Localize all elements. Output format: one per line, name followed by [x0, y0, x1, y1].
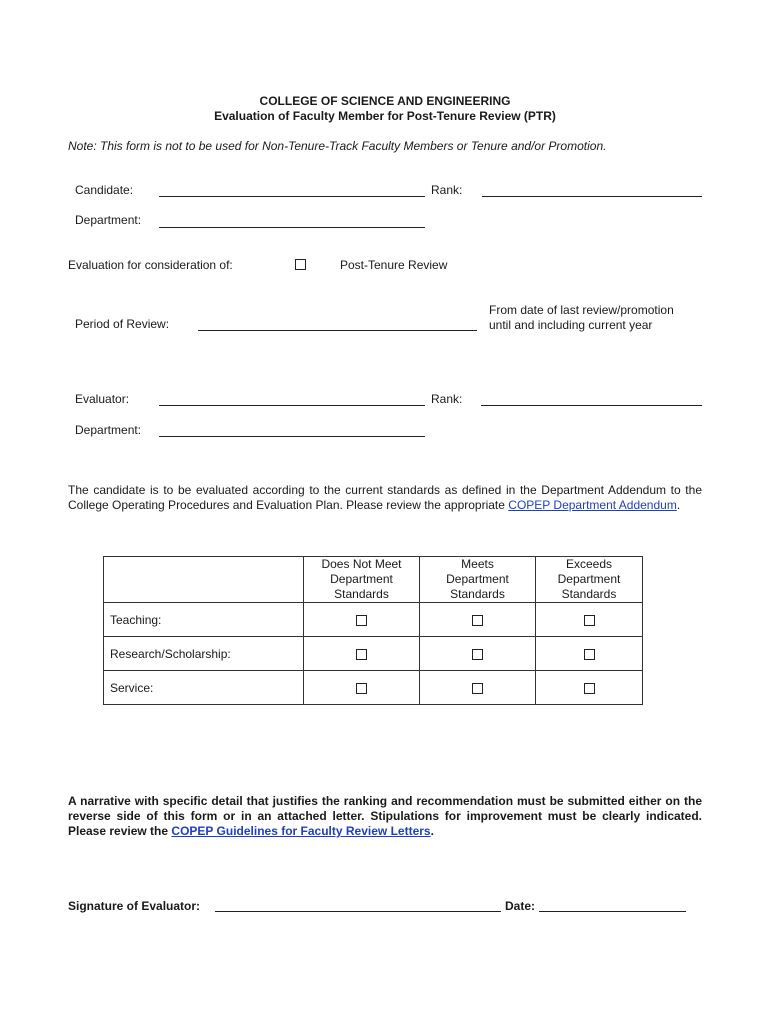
copep-guidelines-link[interactable]: COPEP Guidelines for Faculty Review Letters — [171, 824, 431, 838]
candidate-label: Candidate: — [75, 183, 134, 197]
table-header-blank — [104, 557, 304, 603]
table-row — [104, 637, 643, 671]
teaching-exceeds-checkbox[interactable] — [584, 615, 595, 626]
table-header-row — [104, 557, 643, 603]
evaluator-department-field[interactable] — [159, 436, 425, 437]
teaching-meets-checkbox[interactable] — [472, 615, 483, 626]
period-label: Period of Review: — [75, 317, 170, 331]
college-heading: COLLEGE OF SCIENCE AND ENGINEERING — [259, 94, 511, 108]
form-note: Note: This form is not to be used for Non-Tenure-Track Faculty Members or Tenure and/or Promotion. — [68, 139, 607, 153]
date-field[interactable] — [539, 911, 686, 912]
service-does-not-meet-checkbox[interactable] — [356, 683, 367, 694]
post-tenure-review-checkbox[interactable] — [295, 259, 306, 270]
narrative-end: . — [430, 824, 434, 838]
research-does-not-meet-checkbox[interactable] — [356, 649, 367, 660]
table-row — [104, 671, 643, 705]
evaluator-rank-label: Rank: — [431, 392, 463, 406]
evaluation-label: Evaluation for consideration of: — [68, 258, 233, 272]
candidate-rank-field[interactable] — [482, 196, 702, 197]
evaluator-field[interactable] — [159, 405, 425, 406]
column-header-meets: Meets Department Standards — [420, 557, 536, 603]
copep-department-addendum-link[interactable]: COPEP Department Addendum — [508, 498, 677, 512]
column-header-exceeds: Exceeds Department Standards — [536, 557, 643, 603]
period-field[interactable] — [198, 330, 477, 331]
post-tenure-review-label: Post-Tenure Review — [340, 258, 448, 272]
narrative-text: A narrative with specific detail that justifies the ranking and recommendation must be submitted either on the reverse side of this form or in an attached letter. Stipulations for improvement must be clearly indicated. Please review the — [68, 794, 702, 838]
service-exceeds-checkbox[interactable] — [584, 683, 595, 694]
period-hint-line1: From date of last review/promotion — [489, 303, 674, 317]
signature-field[interactable] — [215, 911, 501, 912]
candidate-department-label: Department: — [75, 213, 142, 227]
form-title: Evaluation of Faculty Member for Post-Tenure Review (PTR) — [214, 109, 556, 123]
evaluator-rank-field[interactable] — [481, 405, 702, 406]
narrative-paragraph — [68, 794, 702, 839]
row-label-teaching: Teaching: — [104, 603, 304, 637]
candidate-field[interactable] — [159, 196, 425, 197]
standards-text: The candidate is to be evaluated according to the current standards as defined in the Department Addendum to the College Operating Procedures and Evaluation Plan. Please review the appropriate — [68, 483, 702, 512]
signature-label: Signature of Evaluator: — [68, 899, 201, 913]
period-hint-line2: until and including current year — [489, 318, 653, 332]
evaluator-label: Evaluator: — [75, 392, 130, 406]
evaluator-department-label: Department: — [75, 423, 142, 437]
column-header-does-not-meet: Does Not Meet Department Standards — [304, 557, 420, 603]
teaching-does-not-meet-checkbox[interactable] — [356, 615, 367, 626]
row-label-research: Research/Scholarship: — [104, 637, 304, 671]
standards-end: . — [676, 498, 681, 512]
research-meets-checkbox[interactable] — [472, 649, 483, 660]
research-exceeds-checkbox[interactable] — [584, 649, 595, 660]
date-label: Date: — [505, 899, 536, 913]
standards-paragraph — [68, 483, 702, 513]
row-label-service: Service: — [104, 671, 304, 705]
table-row — [104, 603, 643, 637]
service-meets-checkbox[interactable] — [472, 683, 483, 694]
candidate-department-field[interactable] — [159, 227, 425, 228]
evaluation-table — [103, 556, 643, 705]
candidate-rank-label: Rank: — [431, 183, 463, 197]
